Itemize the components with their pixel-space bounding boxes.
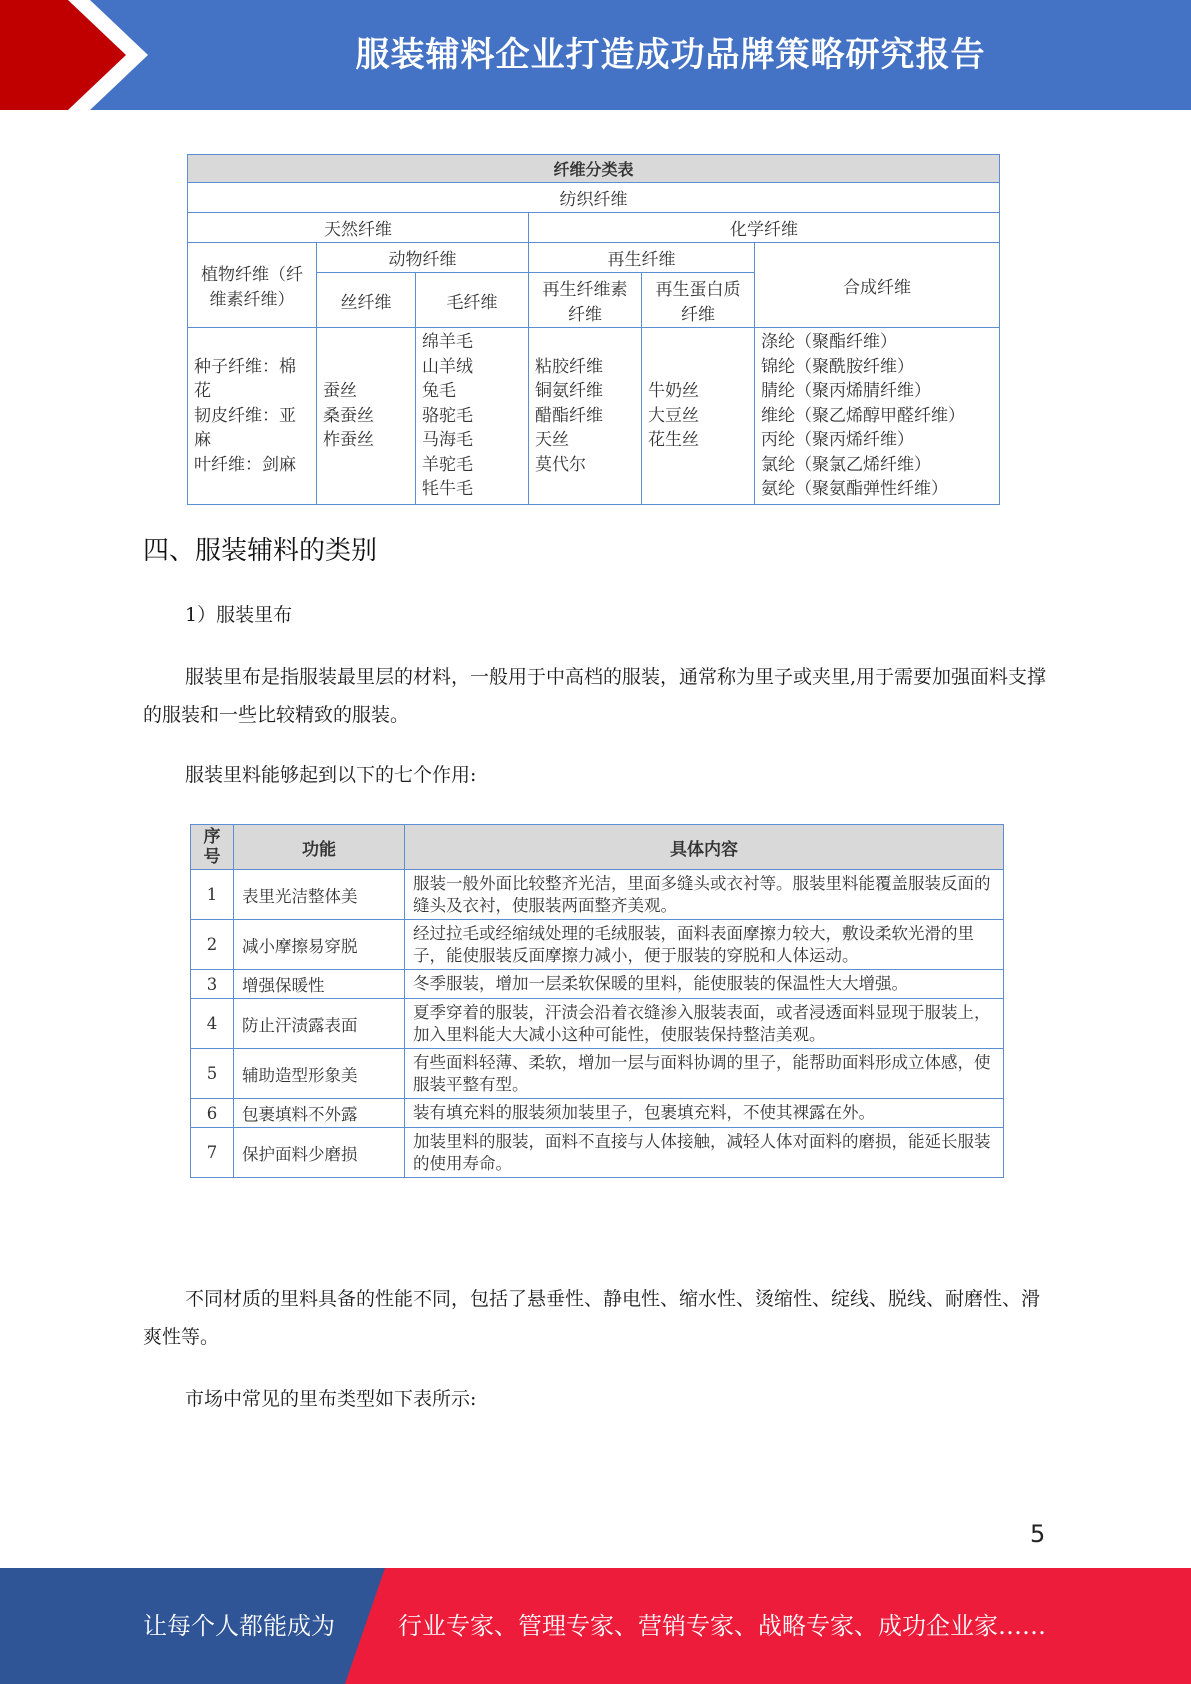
row-function: 包裹填料不外露: [234, 1099, 405, 1128]
natural-fiber-cell: 天然纤维: [188, 213, 529, 243]
row-function: 保护面料少磨损: [234, 1128, 405, 1178]
row-number: 1: [191, 870, 234, 920]
page-header: [0, 0, 1191, 110]
column-header-content: 具体内容: [405, 825, 1004, 870]
body-paragraph: 服装里料能够起到以下的七个作用:: [185, 764, 477, 786]
column-header-function: 功能: [234, 825, 405, 870]
list-item: 马海毛: [422, 430, 473, 450]
header-chevron-graphic: [0, 0, 160, 110]
fiber-classification-table: [187, 154, 1000, 505]
list-item: 莫代尔: [535, 454, 586, 475]
body-paragraph: 市场中常见的里布类型如下表所示:: [185, 1388, 477, 1410]
list-item: 醋酯纤维: [535, 405, 603, 426]
table-row: [191, 1099, 1004, 1128]
list-item: 腈纶（聚丙烯腈纤维）: [761, 381, 931, 401]
protein-fiber-list: [642, 328, 755, 505]
cellulose-fiber-list: [529, 328, 642, 505]
section-heading: 四、服装辅料的类别: [143, 536, 378, 566]
fiber-table-title: 纤维分类表: [188, 155, 1000, 183]
document-title: 服装辅料企业打造成功品牌策略研究报告: [355, 35, 986, 75]
list-item: 牦牛毛: [422, 479, 473, 499]
silk-fiber-cell: 丝纤维: [317, 273, 416, 328]
list-item: 羊驼毛: [422, 454, 473, 475]
wool-fiber-cell: 毛纤维: [416, 273, 529, 328]
synthetic-fiber-list: [755, 328, 1000, 505]
wool-fiber-list: [416, 328, 529, 505]
row-number: 7: [191, 1128, 234, 1178]
list-item: 桑蚕丝: [323, 405, 374, 426]
body-paragraph: 不同材质的里料具备的性能不同，包括了悬垂性、静电性、缩水性、烫缩性、绽线、脱线、耐磨性、滑爽性等。: [143, 1288, 1041, 1348]
list-item: 丙纶（聚丙烯纤维）: [761, 430, 914, 450]
lining-function-table: [190, 824, 1004, 1178]
table-row: [191, 1049, 1004, 1099]
plant-fiber-list: [188, 328, 317, 505]
row-number: 5: [191, 1049, 234, 1099]
row-number: 2: [191, 920, 234, 970]
footer-slogan-right: 行业专家、管理专家、营销专家、战略专家、成功企业家……: [398, 1612, 1046, 1640]
regen-cellulose-cell: 再生纤维素纤维: [529, 273, 642, 328]
list-item: 韧皮纤维：亚麻: [194, 405, 296, 450]
row-number: 6: [191, 1099, 234, 1128]
list-item: 绵羊毛: [422, 332, 473, 352]
list-item: 铜氨纤维: [535, 381, 603, 401]
list-item: 牛奶丝: [648, 381, 699, 401]
list-item: 锦纶（聚酰胺纤维）: [761, 356, 914, 377]
table-row: [191, 1128, 1004, 1178]
list-item: 氨纶（聚氨酯弹性纤维）: [761, 479, 948, 499]
textile-fiber-cell: 纺织纤维: [188, 183, 1000, 213]
regen-protein-cell: 再生蛋白质纤维: [642, 273, 755, 328]
list-item: 叶纤维：剑麻: [194, 454, 296, 475]
plant-fiber-cell: 植物纤维（纤维素纤维）: [188, 243, 317, 328]
table-header-row: [191, 825, 1004, 870]
page-footer: [0, 1568, 1191, 1684]
footer-slogan-left: 让每个人都能成为: [143, 1612, 335, 1640]
list-item: 氯纶（聚氯乙烯纤维）: [761, 454, 931, 475]
row-function: 防止汗渍露表面: [234, 999, 405, 1049]
row-description: 有些面料轻薄、柔软，增加一层与面料协调的里子，能帮助面料形成立体感，使服装平整有型。: [405, 1049, 1004, 1099]
row-number: 4: [191, 999, 234, 1049]
row-description: 冬季服装，增加一层柔软保暖的里料，能使服装的保温性大大增强。: [405, 970, 1004, 999]
row-description: 加装里料的服装，面料不直接与人体接触，减轻人体对面料的磨损，能延长服装的使用寿命。: [405, 1128, 1004, 1178]
list-item: 蚕丝: [323, 381, 357, 401]
page-number: 5: [1030, 1520, 1046, 1548]
list-item: 涤纶（聚酯纤维）: [761, 332, 897, 352]
regen-fiber-cell: 再生纤维: [529, 243, 755, 273]
body-paragraph: 服装里布是指服装最里层的材料，一般用于中高档的服装，通常称为里子或夹里,用于需要加强面料支撑的服装和一些比较精致的服装。: [143, 666, 1047, 726]
list-item: 种子纤维：棉花: [194, 356, 296, 401]
row-description: 服装一般外面比较整齐光洁，里面多缝头或衣衬等。服装里料能覆盖服装反面的缝头及衣衬，使服装两面整齐美观。: [405, 870, 1004, 920]
list-item: 维纶（聚乙烯醇甲醛纤维）: [761, 405, 965, 426]
animal-fiber-cell: 动物纤维: [317, 243, 529, 273]
column-header-number: 序号: [191, 825, 234, 870]
list-item: 大豆丝: [648, 405, 699, 426]
table-row: [191, 999, 1004, 1049]
row-function: 表里光洁整体美: [234, 870, 405, 920]
list-item: 天丝: [535, 430, 569, 450]
synthetic-fiber-cell: 合成纤维: [755, 243, 1000, 328]
list-item: 兔毛: [422, 381, 456, 401]
list-item: 柞蚕丝: [323, 430, 374, 450]
row-description: 经过拉毛或经缩绒处理的毛绒服装，面料表面摩擦力较大，敷设柔软光滑的里子，能使服装反面摩擦力减小，便于服装的穿脱和人体运动。: [405, 920, 1004, 970]
row-description: 装有填充料的服装须加装里子，包裹填充料，不使其裸露在外。: [405, 1099, 1004, 1128]
list-item: 花生丝: [648, 430, 699, 450]
table-row: [191, 870, 1004, 920]
list-item: 骆驼毛: [422, 405, 473, 426]
table-row: [191, 920, 1004, 970]
row-function: 辅助造型形象美: [234, 1049, 405, 1099]
row-description: 夏季穿着的服装，汗渍会沿着衣缝渗入服装表面，或者浸透面料显现于服装上，加入里料能大大减小这种可能性，使服装保持整洁美观。: [405, 999, 1004, 1049]
chemical-fiber-cell: 化学纤维: [529, 213, 1000, 243]
list-item: 粘胶纤维: [535, 356, 603, 377]
table-row: [191, 970, 1004, 999]
row-number: 3: [191, 970, 234, 999]
subheading-paragraph: 1）服装里布: [185, 604, 293, 626]
row-function: 增强保暖性: [234, 970, 405, 999]
silk-fiber-list: [317, 328, 416, 505]
row-function: 减小摩擦易穿脱: [234, 920, 405, 970]
list-item: 山羊绒: [422, 356, 473, 377]
